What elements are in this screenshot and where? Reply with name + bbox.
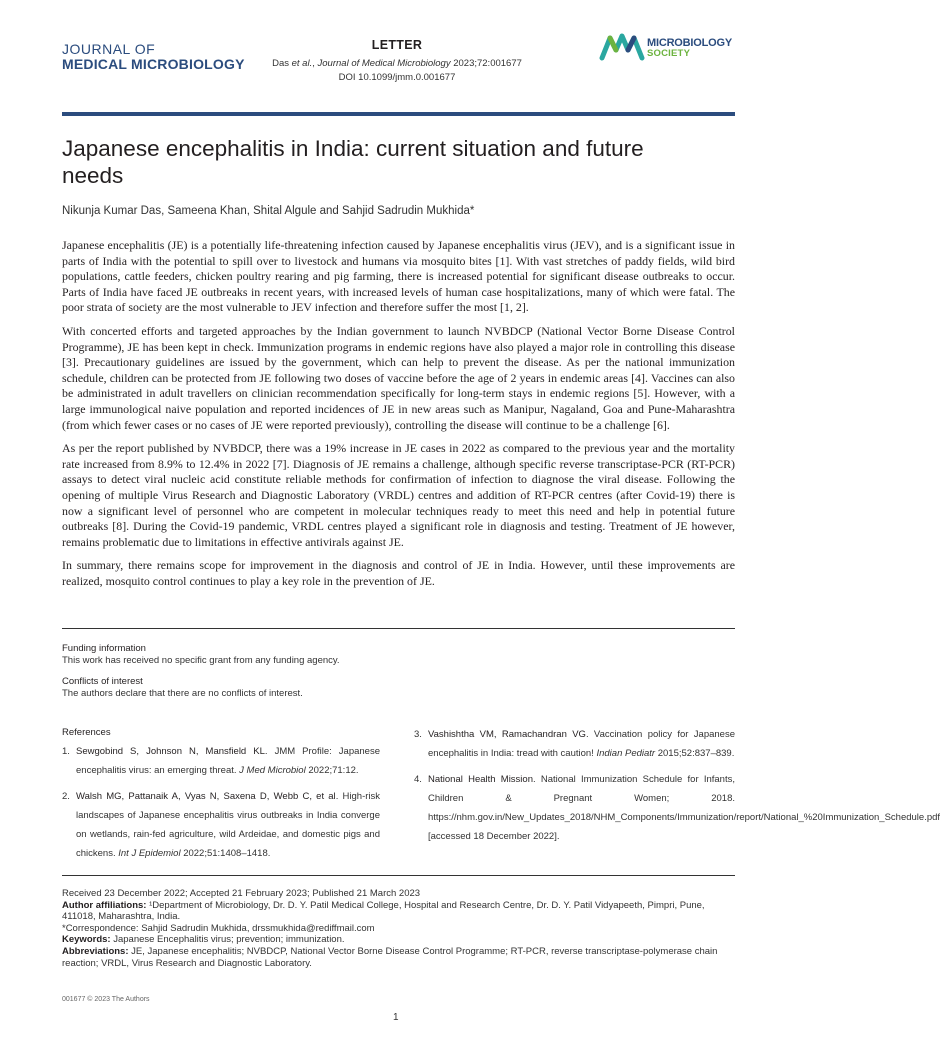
reference-url[interactable]: . National Immunization Schedule for Infants, Children & Pregnant Women; 2018. https://nhm.gov.in/New_Updates_2018/NHM_Components/Immunization/report/National_%20Immunization_Schedule.pdf [accessed 18 December 2022]. [428, 774, 940, 842]
doi-link[interactable]: DOI 10.1099/jmm.0.001677 [338, 72, 456, 83]
conflicts-heading: Conflicts of interest [62, 676, 143, 687]
body-paragraph-3: As per the report published by NVBDCP, there was a 19% increase in JE cases in 2022 as compared to the previous year and the mortality rate increased from 8.9% to 12.4% in 2022 [7]. Diagnosis of JE remains a challenge, although specific reverse transcriptase-PCR (RT-PCR) assays to detect viral nucleic acid constitute reliable methods for confirmation of infection to diagnose the viral disease. Following the opening of multiple Virus Research and Diagnostic Laboratory (VRDL) centres and addition of RT-PCR centres (after Covid-19) there is now a significant level of personnel who are competent in molecular techniques ready to meet this need and help in potential future outbreaks [8]. During the Covid-19 pandemic, VRDL centres played a significant role in diagnosis and testing. Treatment of JE however, remains problematic due to limitations in effective antivirals against JE. [62, 441, 735, 549]
article-title: Japanese encephalitis in India: current situation and future needs [62, 136, 644, 188]
body-paragraph-2: With concerted efforts and targeted approaches by the Indian government to launch NVBDCP (National Vector Borne Disease Control Programme), JE has been kept in check. Immunization programs in endemic regions have also played a major role in controlling this disease [3]. Precautionary guidelines are issued by the government, which can help to prevent the disease. As per the national immunization schedule, children can be protected from JE following two doses of vaccine before the age of 2 years in endemic areas [4]. Vaccines can also be administrated in adult travellers on clinician recommendation specifically for long-term stays in endemic regions [5]. However, with a large immunological naive population and reported incidences of JE in new areas such as Manipur, Nagaland, Goa and Pune-Maharashtra (from which fewer cases or no cases of JE were reported previously), controlling the disease will continue to be a challenge [6]. [62, 323, 735, 432]
reference-item: 3. Vashishtha VM, Ramachandran VG. Vaccination policy for Japanese encephalitis in India: tread with caution! Indian Pediatr 2015;52:837–839. [414, 729, 735, 759]
article-body [62, 238, 735, 597]
reference-item: 4. National Health Mission. National Immunization Schedule for Infants, Children & Pregnant Women; 2018. https://nhm.gov.in/New_Updates_2018/NHM_Components/Immunization/report/National_%20Immunization_Schedule.pdf [accessed 18 December 2022]. [414, 774, 940, 842]
page-number: 1 [393, 1012, 399, 1023]
body-paragraph-1: Japanese encephalitis (JE) is a potentially life-threatening infection caused by Japanese encephalitis virus (JEV), and is a significant issue in parts of India with the potential to spill over to livestock and humans via mosquito bites [1]. With vast stretches of paddy fields, wild bird populations, cattle feeders, chicken poultry rearing and pig farming, there is increased potential for significant disease outbreaks to occur. Parts of India have faced JE outbreaks in recent years, with increased levels of human case hospitalizations, many of which were fatal. The poor strata of society are the most vulnerable to JEV infection and therefore suffer the most [1, 2]. [62, 238, 735, 315]
references-heading: References [62, 727, 111, 738]
funding-section [62, 643, 735, 666]
header-divider [62, 112, 735, 116]
article-citation-block [230, 38, 564, 83]
correspondence: *Correspondence: Sahjid Sadrudin Mukhida, drssmukhida@rediffmail.com [62, 922, 375, 934]
funding-text: This work has received no specific grant from any funding agency. [62, 654, 340, 666]
funding-heading: Funding information [62, 643, 146, 654]
society-name-line2: SOCIETY [647, 48, 691, 59]
society-name-line1: MICROBIOLOGY [647, 37, 732, 49]
conflicts-section [62, 676, 735, 699]
society-logo-mark-icon [600, 32, 644, 62]
copyright-note: 001677 © 2023 The Authors [62, 996, 150, 1003]
citation-line: Das et al., Journal of Medical Microbiology 2023;72:001677 [272, 58, 522, 69]
reference-authors-link[interactable]: Walsh MG, Pattanaik A, Vyas N, Saxena D, Webb C, et al [76, 791, 336, 802]
correspondence-email[interactable]: Sahjid Sadrudin Mukhida, drssmukhida@rediffmail.com [141, 922, 375, 934]
reference-item: 2. Walsh MG, Pattanaik A, Vyas N, Saxena D, Webb C, et al. High-risk landscapes of Japanese encephalitis virus outbreaks in India converge on wetlands, rain-fed agriculture, wild Ardeidae, and domestic pigs and chickens. Int J Epidemiol 2022;51:1408–1418. [62, 791, 381, 859]
author-list: Nikunja Kumar Das, Sameena Khan, Shital Algule and Sahjid Sadrudin Mukhida* [62, 205, 475, 217]
reference-authors-link[interactable]: Sewgobind S, Johnson N, Mansfield KL [76, 746, 265, 757]
conflicts-text: The authors declare that there are no conflicts of interest. [62, 687, 303, 699]
abbreviations: Abbreviations: JE, Japanese encephalitis; NVBDCP, National Vector Borne Disease Control Programme; RT-PCR, reverse transcriptase-polymerase chain reaction; VRDL, Virus Research and Diagnostic Laboratory. [62, 945, 718, 969]
reference-authors-link[interactable]: National Health Mission [428, 774, 533, 785]
reference-item: 1. Sewgobind S, Johnson N, Mansfield KL. JMM Profile: Japanese encephalitis virus: an emerging threat. J Med Microbiol 2022;71:12. [62, 746, 380, 776]
journal-name-line2: MEDICAL MICROBIOLOGY [62, 56, 245, 72]
meta-divider [62, 875, 735, 876]
journal-logo[interactable] [62, 42, 245, 71]
references-column-1 [62, 742, 380, 870]
author-affiliations: Author affiliations: ¹Department of Microbiology, Dr. D. Y. Patil Medical College, Hospital and Research Centre, Dr. D. Y. Patil Vidyapeeth, Pimpri, Pune, 411018, Maharashtra, India. [62, 899, 705, 923]
microbiology-society-logo[interactable] [600, 32, 740, 62]
references-column-2 [414, 725, 940, 853]
page-header [0, 0, 794, 120]
reference-authors-link[interactable]: Vashishtha VM, Ramachandran VG [428, 729, 586, 740]
body-divider [62, 628, 735, 629]
publication-dates: Received 23 December 2022; Accepted 21 February 2023; Published 21 March 2023 [62, 888, 421, 899]
keywords: Keywords: Japanese Encephalitis virus; prevention; immunization. [62, 934, 345, 946]
article-metadata [62, 888, 735, 969]
article-type: LETTER [371, 38, 423, 52]
body-paragraph-4: In summary, there remains scope for improvement in the diagnosis and control of JE in India. However, until these improvements are realized, mosquito control continues to play a key role in the prevention of JE. [62, 558, 735, 588]
journal-name-line1: JOURNAL OF [62, 41, 156, 57]
